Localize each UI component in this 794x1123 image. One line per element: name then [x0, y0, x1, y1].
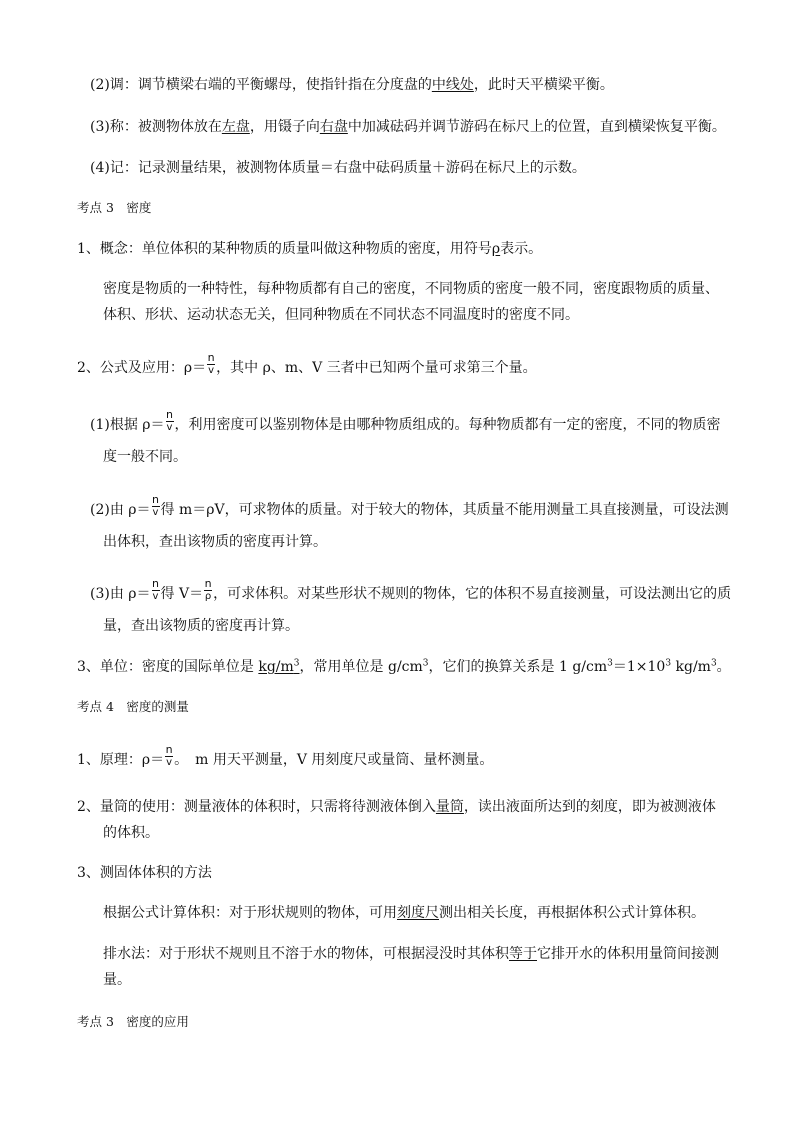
- formula-fraction: $\frac{n}{v}$: [207, 351, 215, 376]
- method-water-displacement: 排水法：对于形状不规则且不溶于水的物体，可根据浸没时其体积等于它排开水的体积用量筒间接测: [103, 946, 719, 962]
- density-property-line-1: 密度是物质的一种特性，每种物质都有自己的密度，不同物质的密度一般不同，密度跟物质的质量、: [103, 281, 719, 297]
- underlined-term: 刻度尺: [397, 905, 439, 921]
- underlined-term: 右盘: [319, 119, 348, 135]
- application-identify: (1)根据 ρ＝ $\frac{n}{v}$ ，利用密度可以鉴别物体是由哪种物质组成的。每种物质都有一定的密度，不同的物质密: [90, 408, 721, 433]
- application-mass: (2)由 ρ＝ $\frac{n}{v}$ 得 m＝ρV，可求物体的质量。对于较大的物体，其质量不能用测量工具直接测量，可设法测: [90, 493, 729, 518]
- underlined-unit: $kg/m^3$: [258, 658, 300, 675]
- solid-volume-methods: 3、测固体体积的方法: [77, 865, 212, 881]
- application-volume-cont: 量，查出该物质的密度再计算。: [103, 618, 299, 634]
- underlined-term: 中线处: [431, 77, 474, 93]
- density-symbol: ρ: [491, 241, 501, 257]
- section-heading-application: 考点 3 密度的应用: [77, 1014, 189, 1029]
- underlined-term: 量筒: [435, 799, 464, 815]
- density-formula: 2、公式及应用：ρ＝ $\frac{n}{v}$ ，其中 ρ、m、V 三者中已知两个量可求第三个量。: [77, 351, 537, 376]
- section-heading-measurement: 考点 4 密度的测量: [77, 699, 189, 714]
- underlined-term: 左盘: [221, 119, 250, 135]
- application-identify-cont: 度一般不同。: [103, 449, 187, 465]
- graduated-cylinder-usage-cont: 的体积。: [103, 825, 159, 841]
- method-formula: 根据公式计算体积：对于形状规则的物体，可用刻度尺测出相关长度，再根据体积公式计算体积。: [103, 905, 705, 921]
- balance-step-weigh: (3)称：被测物体放在左盘，用镊子向右盘中加减砝码并调节游码在标尺上的位置，直到横梁恢复平衡。: [90, 119, 726, 135]
- method-water-displacement-cont: 量。: [103, 972, 131, 988]
- underlined-term: 等于: [509, 946, 537, 962]
- density-property-line-2: 体积、形状、运动状态无关，但同种物质在不同状态不同温度时的密度不同。: [103, 307, 579, 323]
- density-units: 3、单位：密度的国际单位是 $kg/m^3$，常用单位是 $g/cm^3$，它们的换算关系是 1 $g/cm^3=1\times 10^3$ $kg/m^3$。: [77, 658, 731, 675]
- formula-fraction: $\frac{n}{v}$: [165, 743, 173, 768]
- formula-fraction: $\frac{n}{v}$: [152, 493, 159, 518]
- balance-step-record: (4)记：记录测量结果，被测物体质量＝右盘中砝码质量＋游码在标尺上的示数。: [90, 160, 586, 176]
- balance-step-adjust: (2)调：调节横梁右端的平衡螺母，使指针指在分度盘的中线处，此时天平横梁平衡。: [90, 77, 614, 93]
- density-concept: 1、概念：单位体积的某种物质的质量叫做这种物质的密度，用符号ρ表示。: [77, 241, 543, 257]
- application-volume: (3)由 ρ＝ $\frac{n}{v}$ 得 V＝ $\frac{n}{\rho}$ ，可求体积。对某些形状不规则的物体，它的体积不易直接测量，可设法测出它的质: [90, 577, 732, 602]
- graduated-cylinder-usage: 2、量筒的使用：测量液体的体积时，只需将待测液体倒入量筒，读出液面所达到的刻度，即为被测液体: [77, 799, 716, 815]
- application-mass-cont: 出体积，查出该物质的密度再计算。: [103, 534, 327, 550]
- section-heading-density: 考点 3 密度: [77, 200, 152, 215]
- measurement-principle: 1、原理：ρ＝ $\frac{n}{v}$ 。 m 用天平测量，V 用刻度尺或量筒、量杯测量。: [77, 743, 494, 768]
- formula-fraction: $\frac{n}{v}$: [166, 408, 173, 433]
- formula-fraction: $\frac{n}{\rho}$: [204, 577, 212, 602]
- formula-fraction: $\frac{n}{v}$: [152, 577, 159, 602]
